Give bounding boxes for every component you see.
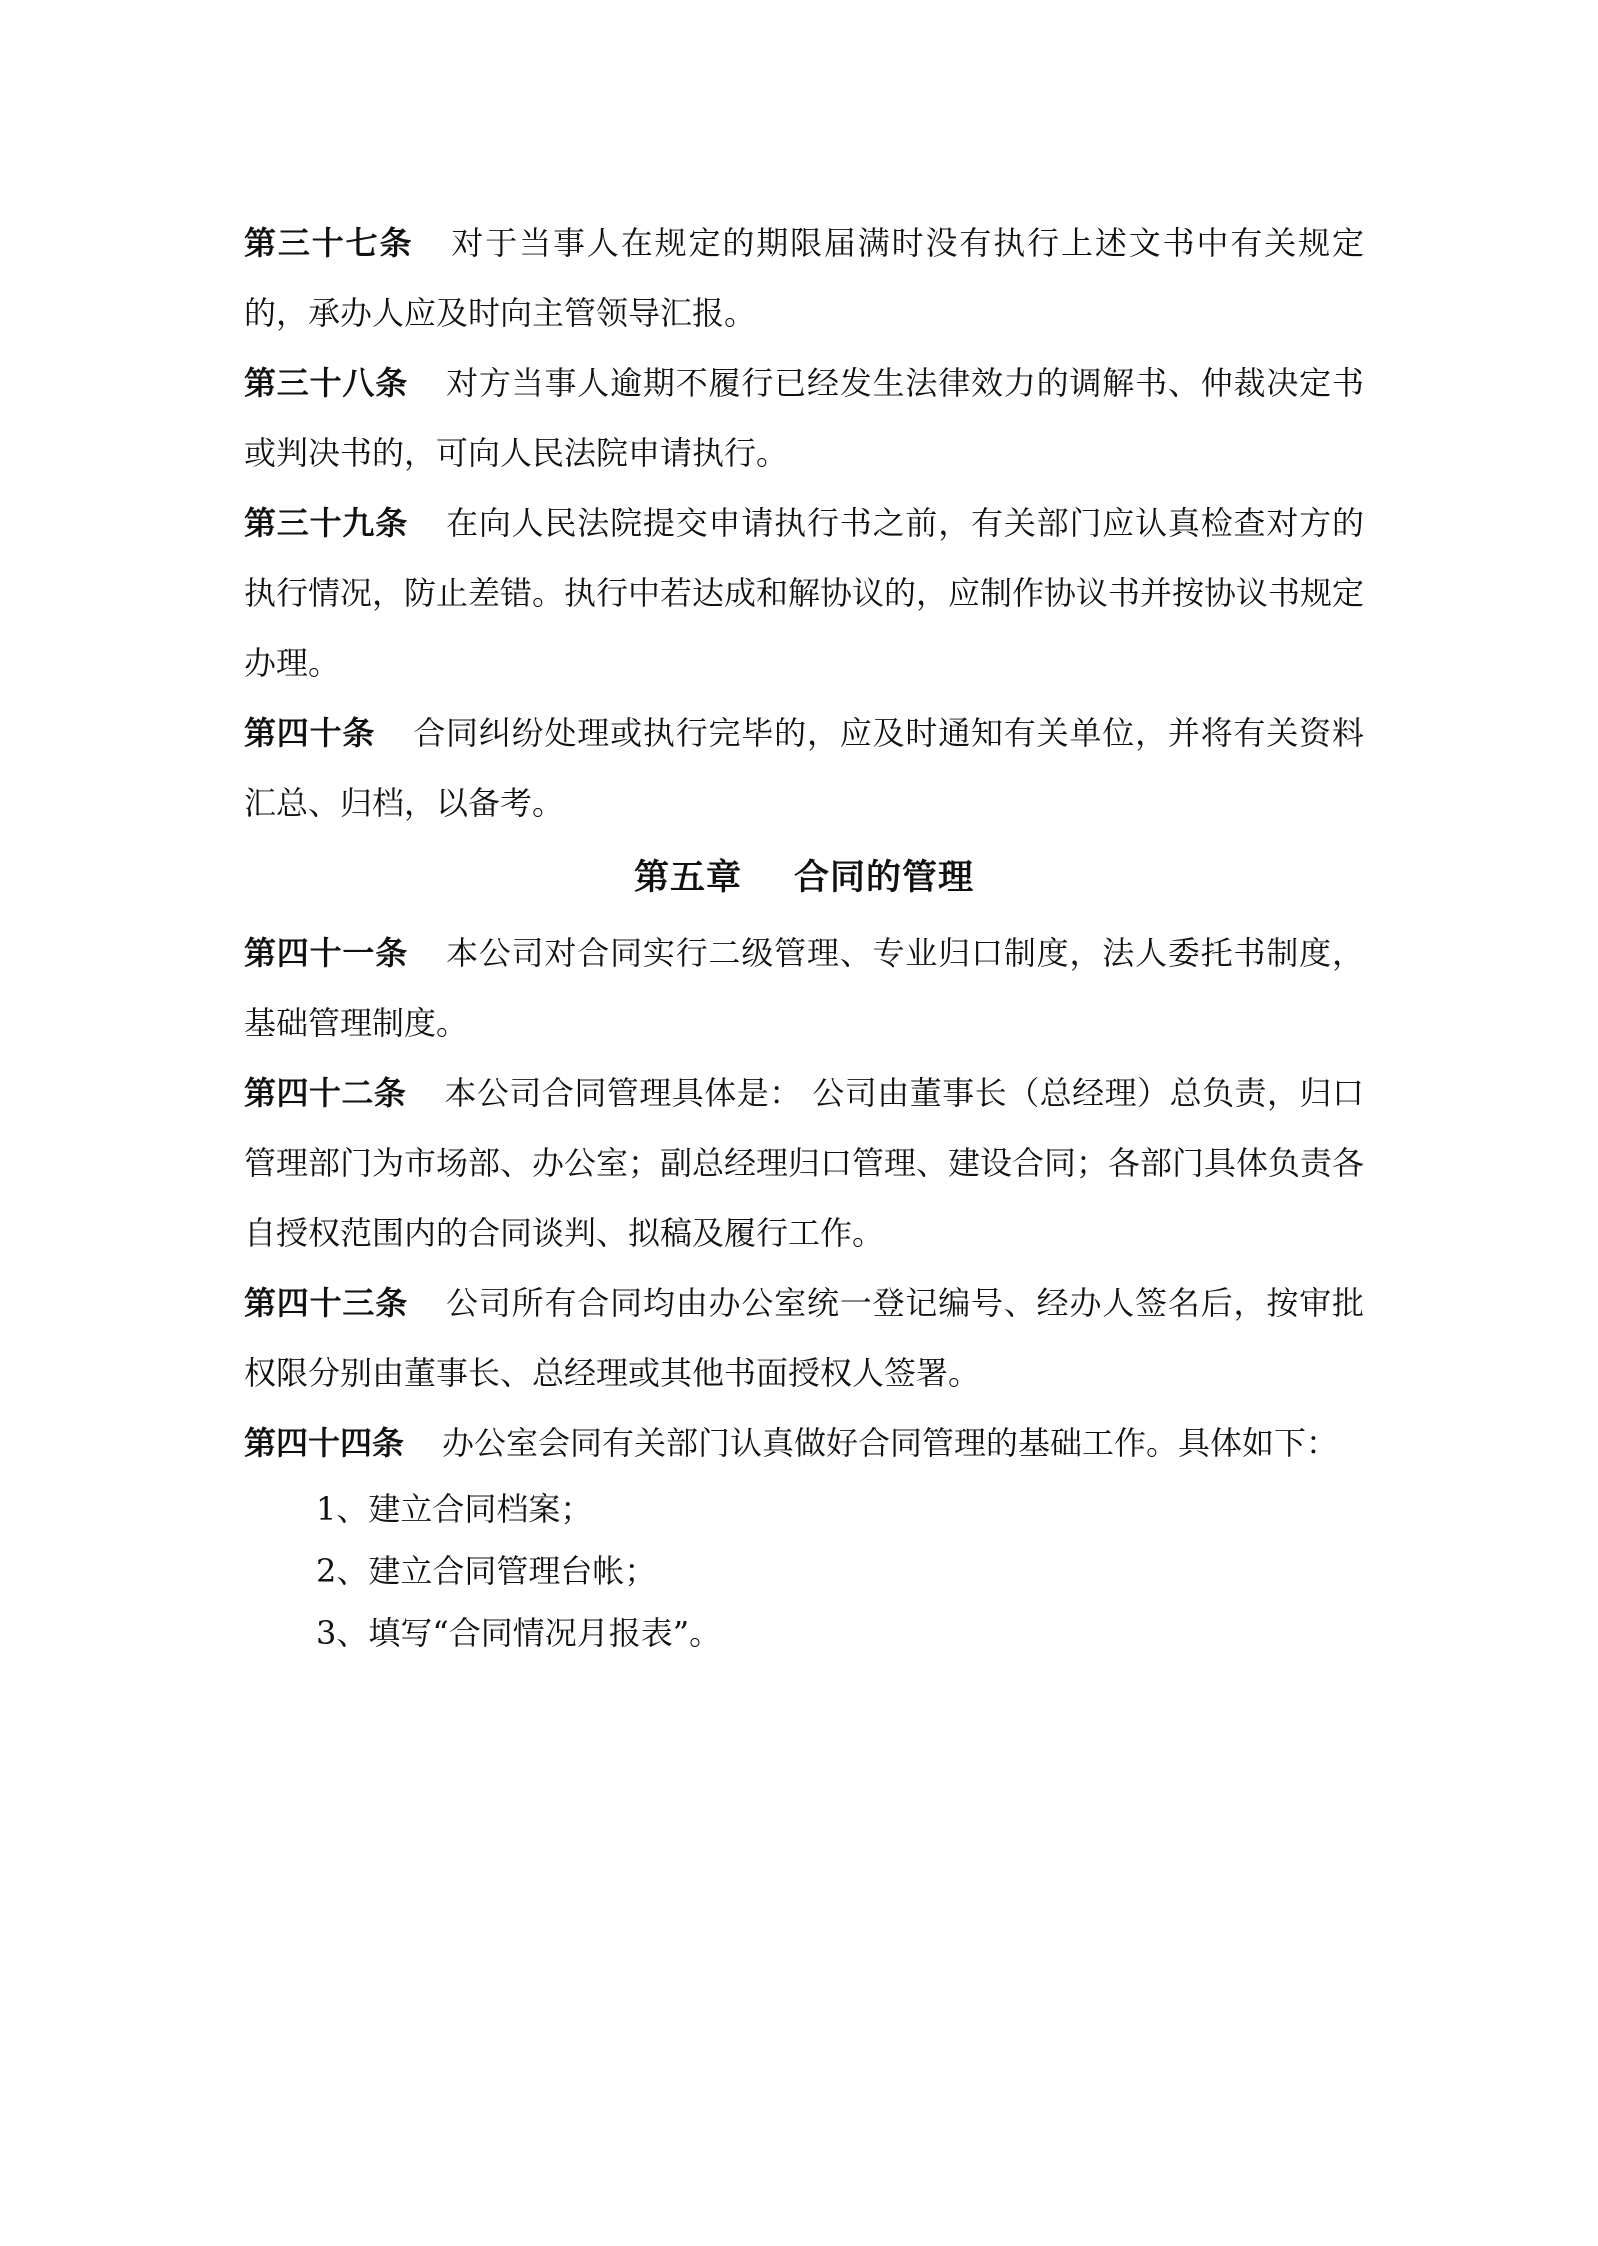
article-37 <box>244 208 1364 348</box>
list-item: 2、建立合同管理台帐； <box>316 1552 657 1590</box>
document-body <box>244 208 1364 1664</box>
article-heading: 第四十条 <box>244 714 376 752</box>
article-heading: 第四十四条 <box>244 1424 405 1462</box>
article-text: 对方当事人逾期不履行已经发生法律效力的调解书、仲裁决定书或判决书的，可向人民法院申请执行。 <box>244 364 1364 472</box>
list-item: 1、建立合同档案； <box>316 1490 593 1528</box>
article-heading: 第四十三条 <box>244 1284 409 1322</box>
list-item: 3、填写“合同情况月报表”。 <box>316 1614 722 1652</box>
article-43 <box>244 1268 1364 1408</box>
article-heading: 第三十七条 <box>244 224 414 262</box>
article-39 <box>244 488 1364 698</box>
article-heading: 第四十二条 <box>244 1074 407 1112</box>
chapter-title: 合同的管理 <box>794 858 975 898</box>
chapter-number: 第五章 <box>633 858 742 898</box>
article-text: 本公司合同管理具体是： 公司由董事长（总经理）总负责，归口管理部门为市场部、办公室；副总经理归口管理、建设合同；各部门具体负责各自授权范围内的合同谈判、拟稿及履行工作。 <box>244 1074 1365 1252</box>
article-41 <box>244 918 1364 1058</box>
chapter-heading <box>244 838 1364 918</box>
basic-work-list <box>244 1478 1364 1664</box>
article-text: 合同纠纷处理或执行完毕的，应及时通知有关单位，并将有关资料汇总、归档，以备考。 <box>244 714 1364 822</box>
article-text: 公司所有合同均由办公室统一登记编号、经办人签名后，按审批权限分别由董事长、总经理或其他书面授权人签署。 <box>244 1284 1364 1392</box>
article-38 <box>244 348 1364 488</box>
article-42 <box>244 1058 1364 1268</box>
article-40 <box>244 698 1364 838</box>
article-text: 在向人民法院提交申请执行书之前，有关部门应认真检查对方的执行情况，防止差错。执行中若达成和解协议的，应制作协议书并按协议书规定办理。 <box>244 504 1365 682</box>
article-text: 本公司对合同实行二级管理、专业归口制度，法人委托书制度，基础管理制度。 <box>244 934 1364 1042</box>
article-heading: 第四十一条 <box>244 934 409 972</box>
article-heading: 第三十九条 <box>244 504 409 542</box>
article-text: 办公室会同有关部门认真做好合同管理的基础工作。具体如下： <box>442 1424 1339 1462</box>
article-text: 对于当事人在规定的期限届满时没有执行上述文书中有关规定的，承办人应及时向主管领导汇报。 <box>244 224 1364 332</box>
article-44 <box>244 1408 1364 1478</box>
article-heading: 第三十八条 <box>244 364 409 402</box>
